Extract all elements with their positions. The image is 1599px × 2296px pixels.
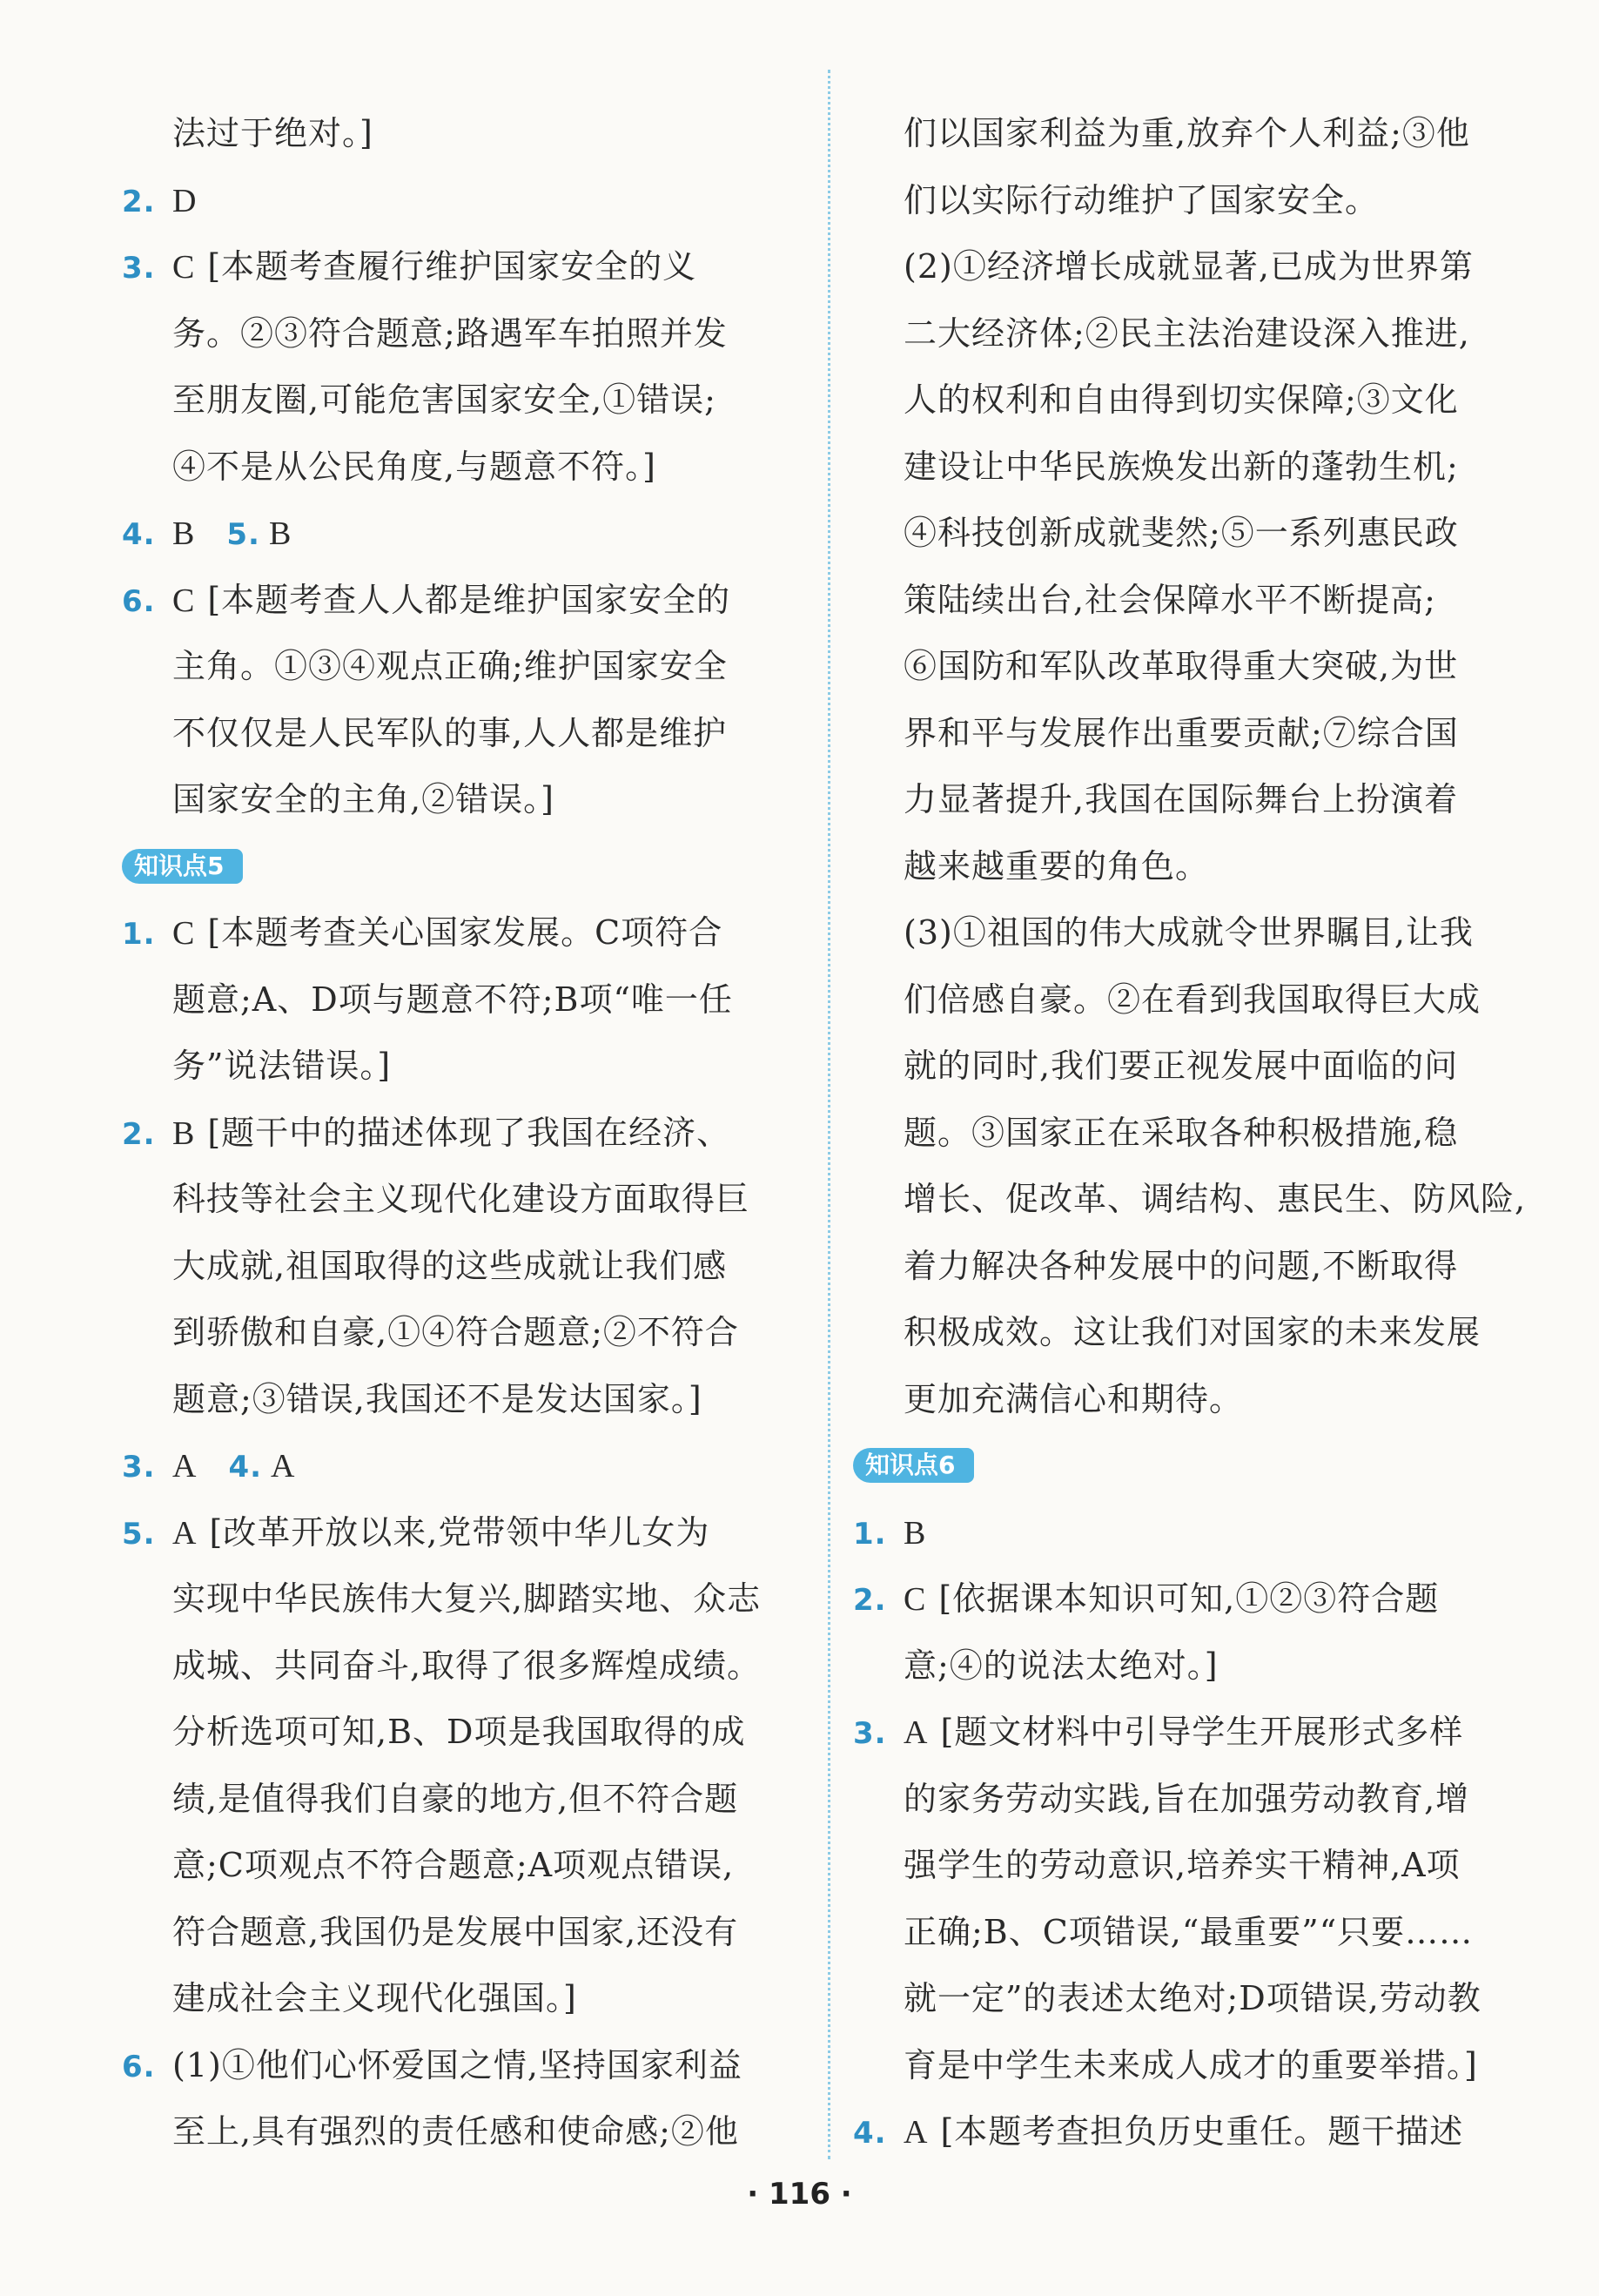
text-line: 的家务劳动实践,旨在加强劳动教育,增 [904,1779,1470,1818]
text-line: 们以实际行动维护了国家安全。 [904,180,1380,219]
answer-item [853,1565,1541,1633]
answer-choice: D [172,182,198,219]
answer-choice: C [172,249,196,286]
answer-choice: A [904,1714,929,1751]
question-number: 4. [122,517,156,552]
explanation-text: [本题考查担负历史重任。题干描述 [940,2112,1464,2151]
text-line: 意;④的说法太绝对。] [904,1646,1219,1685]
text-line: 就的同时,我们要正视发展中面临的问 [904,1047,1459,1085]
right-column [853,100,1541,2165]
explanation-text: [依据课本知识可知,①②③符合题 [938,1579,1440,1618]
answer-choice: C [172,582,196,619]
text-line: 就一定”的表述太绝对;D项错误,劳动教 [904,1979,1481,2017]
explanation-text: [本题考查人人都是维护国家安全的 [207,580,731,619]
text-line: 界和平与发展作出重要贡献;⑦综合国 [904,713,1459,752]
answer-choice: A [172,1448,198,1485]
text-line: ④不是从公民角度,与题意不符。] [172,447,656,486]
question-number: 2. [122,184,156,219]
text-line: 积极成效。这让我们对国家的未来发展 [904,1313,1481,1351]
answer-item [122,500,810,567]
text-line: 育是中学生未来成人成才的重要举措。] [904,2045,1478,2084]
text-line: 科技等社会主义现代化建设方面取得巨 [172,1180,750,1218]
column-divider [828,70,830,2159]
question-number: 3. [853,1716,887,1751]
text-line: 人的权利和自由得到切实保障;③文化 [904,380,1459,419]
question-number: 1. [122,917,156,952]
answer-choice: B [172,1114,196,1152]
question-number: 4. [853,2116,887,2151]
text-line: 实现中华民族伟大复兴,脚踏实地、众志 [172,1579,762,1618]
text-line: 符合题意,我国仍是发展中国家,还没有 [172,1912,739,1951]
text-line: 们以国家利益为重,放弃个人利益;③他 [904,114,1470,152]
text-line: 务”说法错误。] [172,1047,392,1085]
question-number: 2. [122,1116,156,1152]
answer-choice: A [172,1514,198,1552]
question-number: 2. [853,1583,887,1618]
text-line: 法过于绝对。] [172,114,373,152]
answer-choice: A [904,2114,929,2151]
answer-item [122,1499,810,1566]
text-line: ⑥国防和军队改革取得重大突破,为世 [904,647,1459,685]
section-header [122,833,810,900]
text-line: 务。②③符合题意;路遇军车拍照并发 [172,313,728,353]
answer-choice: C [172,915,196,952]
question-number: 3. [122,1450,156,1485]
text-line: 建成社会主义现代化强国。] [172,1979,577,2017]
explanation-text: [题文材料中引导学生开展形式多样 [940,1713,1464,1751]
explanation-text: (1)①他们心怀爱国之情,坚持国家利益 [172,2045,742,2084]
text-line: 越来越重要的角色。 [904,846,1210,885]
left-column [122,100,810,2165]
answer-item [122,567,810,634]
text-line: 策陆续出台,社会保障水平不断提高; [904,580,1436,619]
explanation-text: [本题考查关心国家发展。C项符合 [207,913,723,952]
question-number: 6. [122,2049,156,2084]
text-line: (2)①经济增长成就显著,已成为世界第 [904,247,1474,286]
text-line: (3)①祖国的伟大成就令世界瞩目,让我 [904,913,1474,952]
answer-item [122,1100,810,1167]
text-line: 绩,是值得我们自豪的地方,但不符合题 [172,1779,739,1818]
section-header [853,1432,1541,1499]
text-line: 国家安全的主角,②错误。] [172,780,554,818]
answer-choice: B [268,515,292,552]
text-line: 至朋友圈,可能危害国家安全,①错误; [172,380,716,419]
answer-item [853,2098,1541,2165]
answer-choice: B [172,515,196,552]
question-number: 6. [122,583,156,619]
text-line: 题。③国家正在采取各种积极措施,稳 [904,1113,1459,1152]
text-line: 二大经济体;②民主法治建设深入推进, [904,313,1470,353]
text-line: 们倍感自豪。②在看到我国取得巨大成 [904,980,1481,1019]
answer-item [853,1699,1541,1766]
answer-choice: A [271,1448,296,1485]
answer-choice: C [904,1581,927,1618]
question-number: 5. [226,517,260,552]
text-line: 强学生的劳动意识,培养实干精神,A项 [904,1846,1461,1884]
question-number: 5. [122,1516,156,1552]
text-line: 大成就,祖国取得的这些成就让我们感 [172,1246,728,1285]
text-line: 成城、共同奋斗,取得了很多辉煌成绩。 [172,1646,762,1685]
text-line: 力显著提升,我国在国际舞台上扮演着 [904,780,1459,818]
text-line: 题意;A、D项与题意不符;B项“唯一任 [172,980,733,1019]
explanation-text: [题干中的描述体现了我国在经济、 [207,1113,731,1152]
text-line: 到骄傲和自豪,①④符合题意;②不符合 [172,1313,739,1351]
explanation-text: [本题考查履行维护国家安全的义 [207,247,697,286]
page-number: · 116 · [747,2177,852,2212]
text-line: 正确;B、C项错误,“最重要”“只要…… [904,1912,1474,1951]
answer-item [122,2032,810,2099]
answer-item [853,1499,1541,1566]
answer-item [122,167,810,234]
text-line: 更加充满信心和期待。 [904,1379,1244,1418]
text-line: 意;C项观点不符合题意;A项观点错误, [172,1846,735,1884]
knowledge-point-badge: 知识点6 [853,1448,974,1483]
question-number: 4. [228,1450,263,1485]
question-number: 1. [853,1516,887,1552]
answer-item [122,1432,810,1499]
text-line: 不仅仅是人民军队的事,人人都是维护 [172,713,728,752]
text-line: 增长、促改革、调结构、惠民生、防风险, [904,1180,1527,1218]
explanation-text: [改革开放以来,党带领中华儿女为 [209,1512,710,1552]
text-line: 至上,具有强烈的责任感和使命感;②他 [172,2112,739,2151]
knowledge-point-badge: 知识点5 [122,849,243,884]
text-line: 着力解决各种发展中的问题,不断取得 [904,1246,1459,1285]
text-line: ④科技创新成就斐然;⑤一系列惠民政 [904,514,1459,552]
text-line: 分析选项可知,B、D项是我国取得的成 [172,1713,746,1751]
answer-item [122,899,810,966]
text-line: 建设让中华民族焕发出新的蓬勃生机; [904,447,1459,486]
text-line: 题意;③错误,我国还不是发达国家。] [172,1379,702,1418]
answer-item [122,233,810,300]
question-number: 3. [122,251,156,286]
text-line: 主角。①③④观点正确;维护国家安全 [172,647,728,685]
answer-choice: B [904,1514,927,1552]
